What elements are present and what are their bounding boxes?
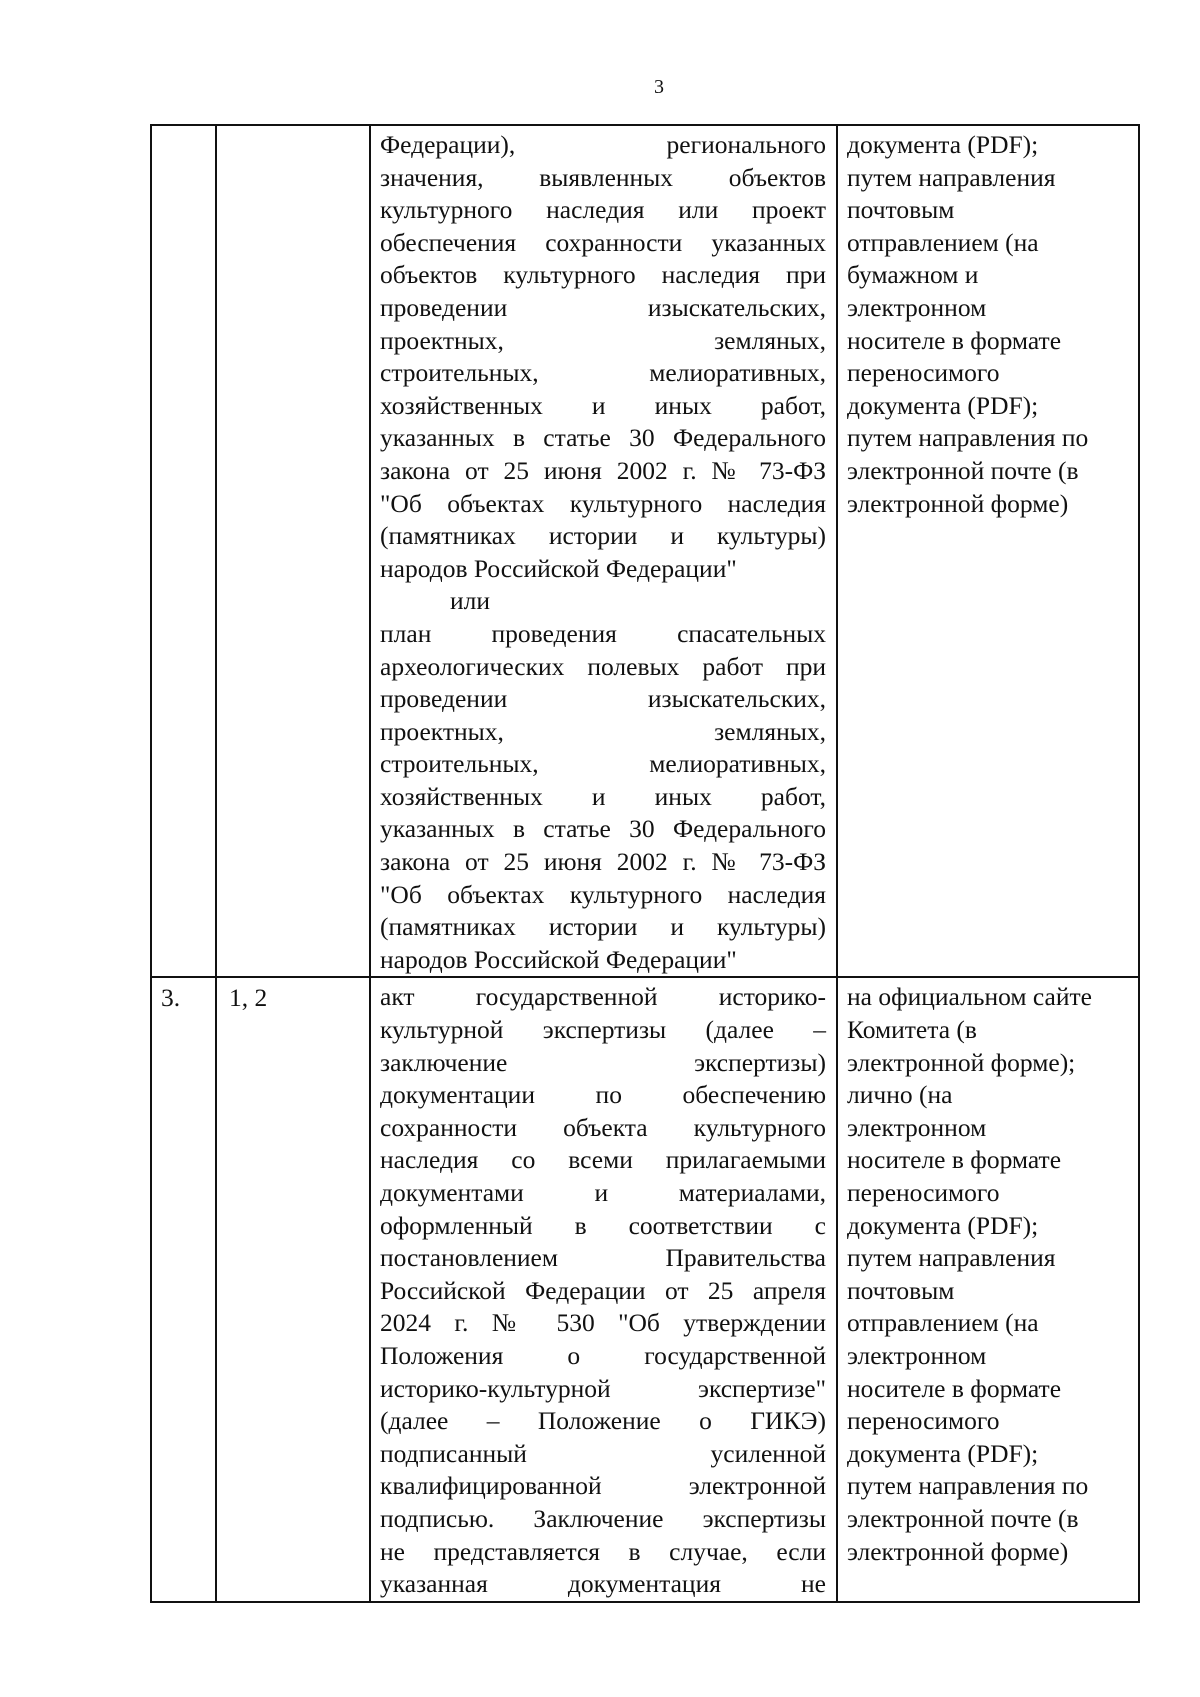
text-line: документации по обеспечению: [380, 1080, 826, 1110]
text-line: переносимого: [847, 1178, 1000, 1207]
text-line: Комитета (в: [847, 1015, 977, 1045]
text-line: Положения о государственной: [380, 1340, 826, 1370]
text-line: археологических полевых работ при: [380, 651, 826, 681]
text-line: электронной форме);: [847, 1047, 1076, 1077]
text-line: обеспечения сохранности указанных: [380, 227, 826, 257]
text-line: объектов культурного наследия при: [380, 260, 826, 290]
text-line: проведении изыскательских,: [380, 684, 826, 714]
text-line: не представляется в случае, если: [380, 1536, 826, 1566]
text-line: строительных, мелиоративных,: [380, 749, 826, 779]
text-line: культурного наследия или проект: [380, 195, 826, 225]
text-line: электронном: [847, 1112, 987, 1142]
text-line: указанная документация не: [380, 1569, 826, 1599]
submission-method: [838, 978, 1138, 1568]
row-points: 1, 2: [229, 983, 268, 1013]
text-line: заключение экспертизы): [380, 1047, 826, 1077]
text-line: документа (PDF);: [847, 1210, 1039, 1240]
text-line: культурной экспертизы (далее –: [380, 1015, 826, 1045]
text-line: электронной форме): [847, 1536, 1069, 1566]
text-line: указанных в статье 30 Федерального: [380, 814, 826, 844]
row-number-cell: [151, 125, 216, 977]
text-line: документа (PDF);: [847, 130, 1039, 159]
text-line: строительных, мелиоративных,: [380, 358, 826, 388]
text-line: акт государственной историко-: [380, 982, 826, 1012]
text-line: электронном: [847, 292, 987, 322]
text-line: бумажном и: [847, 260, 979, 290]
text-line: документами и материалами,: [380, 1178, 826, 1207]
services-table: [150, 124, 1140, 1603]
text-line: указанных в статье 30 Федерального: [380, 423, 826, 453]
row-points-cell: [216, 125, 370, 977]
text-line: переносимого: [847, 1406, 1000, 1436]
text-line: хозяйственных и иных работ,: [380, 390, 826, 420]
text-line: документа (PDF);: [847, 390, 1039, 420]
submission-method-cell: [837, 125, 1139, 977]
text-line: проектных, земляных,: [380, 325, 826, 355]
text-line: путем направления по: [847, 1471, 1089, 1501]
text-line: носителе в формате: [847, 325, 1062, 355]
row-number-cell: [151, 977, 216, 1602]
submission-method-cell: [837, 977, 1139, 1602]
text-line: (памятниках истории и культуры): [380, 521, 826, 551]
document-description-cell: [370, 977, 837, 1602]
text-line: сохранности объекта культурного: [380, 1112, 826, 1142]
text-line: отправлением (на: [847, 1308, 1039, 1338]
page-number: 3: [654, 76, 664, 98]
text-line: электронной почте (в: [847, 455, 1079, 485]
row-number: 3.: [161, 983, 181, 1013]
document-description: [371, 978, 836, 1600]
table-row: [151, 977, 1139, 1602]
text-line: отправлением (на: [847, 227, 1039, 257]
text-line: "Об объектах культурного наследия: [380, 488, 826, 518]
text-line: проектных, земляных,: [380, 716, 826, 746]
row-points-cell: [216, 977, 370, 1602]
text-line: путем направления по: [847, 423, 1089, 453]
text-line: "Об объектах культурного наследия: [380, 879, 826, 909]
text-line: почтовым: [847, 195, 955, 225]
text-line: подписью. Заключение экспертизы: [380, 1503, 826, 1533]
text-line: подписанный усиленной: [380, 1438, 826, 1468]
row-points: [217, 126, 369, 130]
text-line: народов Российской Федерации": [380, 553, 737, 583]
text-line: путем направления: [847, 1243, 1056, 1273]
document-description: [371, 126, 836, 976]
text-line: (памятниках истории и культуры): [380, 912, 826, 942]
text-line: путем направления: [847, 162, 1056, 192]
text-line: историко-культурной экспертизе": [380, 1373, 826, 1403]
text-line: Российской Федерации от 25 апреля: [380, 1275, 826, 1305]
text-line: носителе в формате: [847, 1145, 1062, 1175]
table-row: [151, 125, 1139, 977]
text-line: план проведения спасательных: [380, 618, 826, 648]
text-line: электронной форме): [847, 488, 1069, 518]
text-line: закона от 25 июня 2002 г. № 73-ФЗ: [380, 847, 826, 877]
text-line: (далее – Положение о ГИКЭ): [380, 1406, 826, 1436]
text-line: лично (на: [847, 1080, 953, 1110]
text-line: Федерации), регионального: [380, 130, 826, 159]
text-line: электронной почте (в: [847, 1503, 1079, 1533]
row-number: [152, 126, 215, 130]
text-line: закона от 25 июня 2002 г. № 73-ФЗ: [380, 455, 826, 485]
text-line: проведении изыскательских,: [380, 292, 826, 322]
text-line: или: [450, 586, 491, 616]
document-description-cell: [370, 125, 837, 977]
text-line: постановлением Правительства: [380, 1243, 826, 1273]
text-line: оформленный в соответствии с: [380, 1210, 826, 1240]
text-line: квалифицированной электронной: [380, 1471, 826, 1501]
text-line: почтовым: [847, 1275, 955, 1305]
text-line: переносимого: [847, 358, 1000, 388]
text-line: документа (PDF);: [847, 1438, 1039, 1468]
text-line: наследия со всеми прилагаемыми: [380, 1145, 826, 1175]
text-line: электронном: [847, 1340, 987, 1370]
text-line: хозяйственных и иных работ,: [380, 781, 826, 811]
text-line: на официальном сайте: [847, 982, 1092, 1012]
text-line: 2024 г. № 530 "Об утверждении: [380, 1308, 826, 1338]
submission-method: [838, 126, 1138, 520]
text-line: народов Российской Федерации": [380, 944, 737, 974]
text-line: значения, выявленных объектов: [380, 162, 826, 192]
text-line: носителе в формате: [847, 1373, 1062, 1403]
